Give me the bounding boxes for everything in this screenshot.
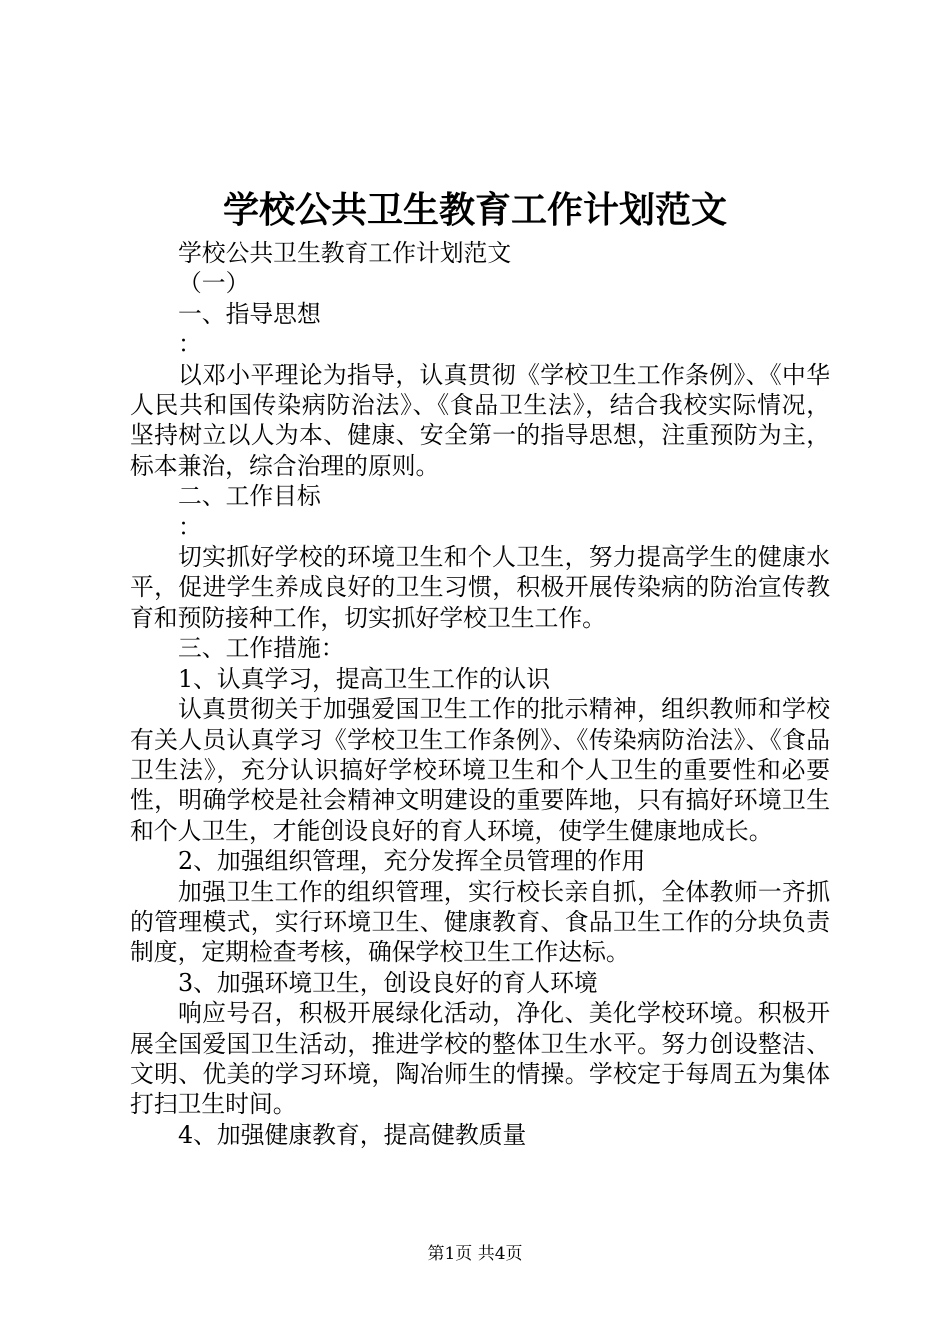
body-paragraph: 一、指导思想: [178, 299, 321, 328]
body-paragraph: 认真贯彻关于加强爱国卫生工作的批示精神，组织教师和学校有关人员认真学习《学校卫生工作条例》、《传染病防治法》、《食品卫生法》，充分认识搞好学校环境卫生和个人卫生的重要性和必要性，明确学校是社会精神文明建设的重要阵地，只有搞好环境卫生和个人卫生，才能创设良好的育人环境，使学生健康地成长。: [130, 695, 830, 845]
body-paragraph: 三、工作措施：: [178, 634, 345, 663]
body-paragraph: （一）: [178, 269, 250, 298]
body-paragraph: 学校公共卫生教育工作计划范文: [178, 239, 512, 267]
body-paragraph: ：: [178, 330, 202, 359]
body-paragraph: 2、加强组织管理，充分发挥全员管理的作用: [178, 847, 646, 876]
document-title: 学校公共卫生教育工作计划范文: [222, 189, 727, 231]
document-body: [130, 238, 830, 1150]
body-paragraph: 4、加强健康教育，提高健教质量: [178, 1120, 527, 1149]
body-paragraph: 响应号召，积极开展绿化活动，净化、美化学校环境。积极开展全国爱国卫生活动，推进学校的整体卫生水平。努力创设整洁、文明、优美的学习环境，陶冶师生的情操。学校定于每周五为集体打扫卫生时间。: [130, 999, 830, 1119]
body-paragraph: 1、认真学习，提高卫生工作的认识: [178, 664, 551, 693]
body-paragraph: 切实抓好学校的环境卫生和个人卫生，努力提高学生的健康水平，促进学生养成良好的卫生习惯，积极开展传染病的防治宣传教育和预防接种工作，切实抓好学校卫生工作。: [130, 543, 830, 632]
body-paragraph: 加强卫生工作的组织管理，实行校长亲自抓，全体教师一齐抓的管理模式，实行环境卫生、健康教育、食品卫生工作的分块负责制度，定期检查考核，确保学校卫生工作达标。: [130, 877, 830, 967]
body-paragraph: 3、加强环境卫生，创设良好的育人环境: [178, 968, 598, 997]
body-paragraph: 以邓小平理论为指导，认真贯彻《学校卫生工作条例》、《中华人民共和国传染病防治法》、《食品卫生法》，结合我校实际情况，坚持树立以人为本、健康、安全第一的指导思想，注重预防为主，标本兼治，综合治理的原则。: [130, 360, 830, 480]
body-paragraph: ：: [178, 512, 202, 541]
page-footer: 第1页 共4页: [427, 1244, 523, 1264]
body-paragraph: 二、工作目标: [178, 482, 321, 511]
